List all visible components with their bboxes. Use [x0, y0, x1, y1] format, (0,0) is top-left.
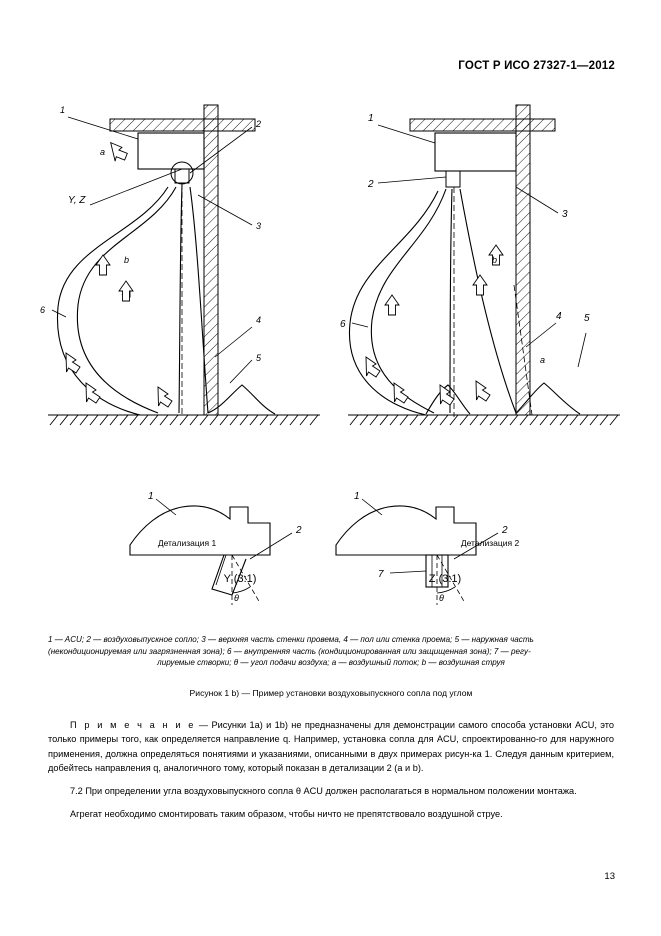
figure-illustration [30, 95, 630, 615]
figure-caption: Рисунок 1 b) — Пример установки воздуховыпускного сопла под углом [189, 688, 473, 698]
label-theta-z: θ [439, 593, 444, 603]
label-theta-y: θ [234, 593, 239, 603]
label-2-left: 2 [256, 119, 262, 129]
view-y-drawing [130, 491, 302, 605]
label-b-right: b [492, 255, 498, 265]
detail-1-caption: Детализация 1 [157, 538, 217, 548]
figure-svg [30, 95, 630, 615]
page-number: 13 [604, 871, 615, 882]
label-1-left: 1 [60, 105, 66, 115]
label-1-viewz: 1 [354, 491, 360, 502]
label-yz: Y, Z [68, 195, 86, 206]
detail-2-drawing [340, 105, 620, 425]
page-header: ГОСТ Р ИСО 27327-1—2012 [458, 60, 615, 72]
label-4-left: 4 [256, 315, 262, 325]
label-a-left: a [100, 147, 106, 157]
label-2-right: 2 [368, 179, 374, 190]
label-7-viewz: 7 [378, 569, 384, 580]
legend-line-1: 1 — ACU; 2 — воздуховыпускное сопло; 3 — верхняя часть стенки провема, 4 — пол или стенка проема; 5 — наружная часть [48, 635, 534, 644]
legend-line-3: лируемые створки; θ — угол подачи воздуха; a — воздушный поток; b — воздушная струя [157, 658, 505, 668]
figure-legend [48, 634, 614, 669]
label-3-right: 3 [562, 209, 568, 220]
label-1-right: 1 [368, 113, 374, 124]
clause-7-2-continued: Агрегат необходимо смонтировать таким образом, чтобы ничто не препятствовало воздушной струе. [70, 809, 503, 820]
body-text [48, 718, 614, 831]
detail-2-caption: Детализация 2 [460, 538, 520, 548]
label-1-viewy: 1 [148, 491, 154, 502]
note-body: — Рисунки 1а) и 1b) не предназначены для демонстрации самого способа установки ACU, это только примеры того, как определяется направление q. Например, установка сопла для ACU, спроектированно-го для наружного применения, должна определяться понятиями и указаниями, описанными в двух примерах рисун-ка 1. Следуя данным критерием, добейтесь направления q, аналогичного тому, который показан в детализации 2 (a и b). [48, 720, 614, 773]
label-5-left: 5 [256, 353, 262, 363]
view-z-drawing [336, 491, 508, 605]
detail-1-drawing [40, 105, 320, 425]
clause-7-2: 7.2 При определении угла воздуховыпускного сопла θ ACU должен располагаться в нормальном положении монтажа. [70, 786, 577, 796]
legend-line-2: (некондиционируемая или загрязненная зона); 6 — внутренняя часть (кондиционированная или защищенная зона); 7 — регу- [48, 646, 531, 656]
label-a-right: a [540, 355, 546, 365]
label-6-left: 6 [40, 305, 46, 315]
note-label: П р и м е ч а н и е [70, 720, 196, 730]
label-3-left: 3 [256, 221, 262, 231]
note-paragraph [48, 718, 614, 775]
label-b-left: b [124, 255, 130, 265]
label-6-right: 6 [340, 319, 346, 330]
view-y-caption: Y (3:1) [223, 573, 257, 585]
label-5-right: 5 [584, 313, 590, 324]
label-2-viewz: 2 [502, 525, 508, 536]
label-2-viewy: 2 [296, 525, 302, 536]
view-z-caption: Z (3:1) [428, 573, 462, 585]
label-4-right: 4 [556, 311, 562, 322]
